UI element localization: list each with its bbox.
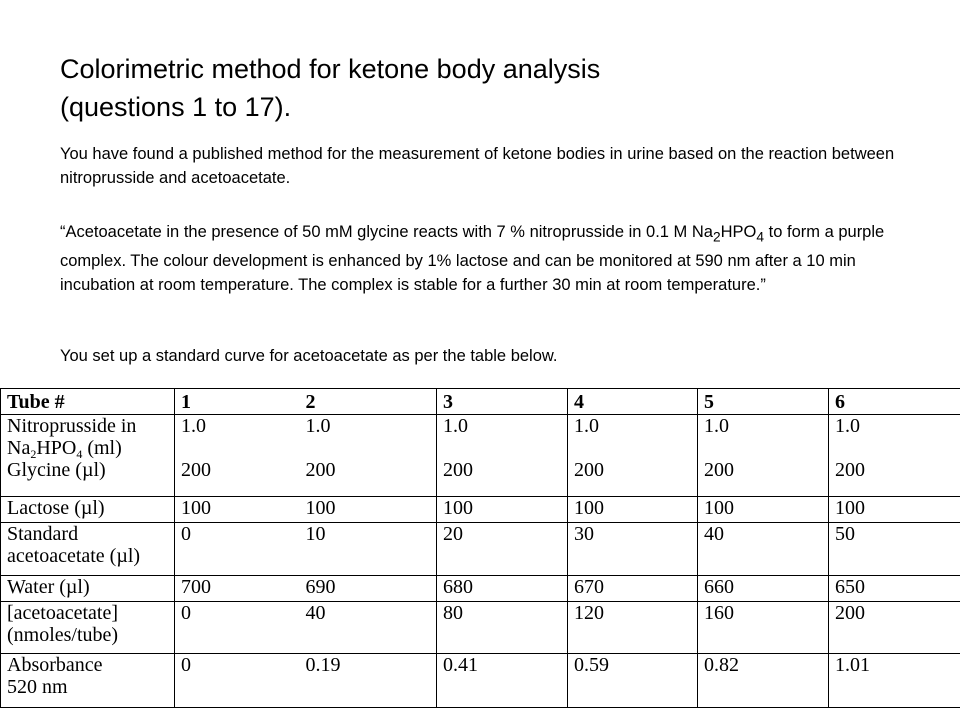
glycine-label: Glycine (µl) — [7, 459, 106, 482]
tube-number-5: 5 — [698, 389, 829, 415]
lactose-value-6: 100 — [829, 497, 960, 523]
tube-number-4: 4 — [568, 389, 698, 415]
absorbance-value-5: 0.82 — [698, 653, 829, 707]
standard-value-3: 20 — [437, 523, 568, 575]
standard-label-line2: acetoacetate (µl) — [7, 545, 141, 568]
header-label: Tube # — [1, 389, 175, 415]
concentration-value-4: 120 — [568, 601, 698, 653]
title-line-2: (questions 1 to 17). — [60, 92, 292, 122]
absorbance-value-2: 0.19 — [305, 653, 341, 676]
standard-value-5: 40 — [698, 523, 829, 575]
concentration-value-2: 40 — [305, 601, 326, 624]
quote-subscript-4: 4 — [756, 229, 765, 245]
absorbance-value-4: 0.59 — [568, 653, 698, 707]
water-value-1: 700 — [181, 575, 211, 598]
glycine-value-6: 200 — [835, 459, 865, 482]
table-row-concentration — [1, 601, 960, 653]
intro-paragraph: You have found a published method for the measurement of ketone bodies in urine based on the reaction between nitroprusside and acetoacetate. — [60, 145, 895, 187]
tube-number-3: 3 — [437, 389, 568, 415]
standard-value-4: 30 — [568, 523, 698, 575]
water-value-2: 690 — [305, 575, 336, 598]
absorbance-value-1: 0 — [181, 653, 191, 676]
tube-number-2: 2 — [305, 390, 316, 413]
quote-subscript-2: 2 — [712, 229, 721, 245]
standard-curve-table-container — [0, 388, 960, 708]
absorbance-label-line1: Absorbance — [7, 653, 103, 676]
standard-value-2: 10 — [305, 523, 326, 546]
quote-text-hpo: HPO — [720, 223, 757, 241]
glycine-value-3: 200 — [443, 459, 473, 482]
nitroprusside-value-4: 1.0 — [574, 415, 599, 438]
tube-number-6: 6 — [829, 389, 960, 415]
glycine-value-1: 200 — [181, 459, 211, 482]
concentration-label-line1: [acetoacetate] — [7, 601, 119, 624]
glycine-value-5: 200 — [704, 459, 734, 482]
table-row-water — [1, 575, 960, 601]
quote-text-start: “Acetoacetate in the presence of 50 mM glycine reacts with 7 % nitroprusside in 0.1 M Na — [60, 223, 713, 241]
water-label: Water (µl) — [1, 575, 175, 601]
absorbance-label-cell — [1, 653, 175, 707]
method-quote-paragraph — [60, 220, 920, 297]
concentration-label-line2: (nmoles/tube) — [7, 623, 119, 646]
table-row-absorbance — [1, 653, 960, 707]
standard-value-1: 0 — [181, 523, 191, 546]
lactose-value-3: 100 — [437, 497, 568, 523]
concentration-label-cell — [1, 601, 175, 653]
concentration-value-1: 0 — [181, 601, 191, 624]
reagents-label-cell — [1, 415, 175, 497]
concentration-value-6: 200 — [829, 601, 960, 653]
table-row-lactose — [1, 497, 960, 523]
nitroprusside-value-3: 1.0 — [443, 415, 468, 438]
nitroprusside-value-2: 1.0 — [305, 415, 331, 438]
nitroprusside-label: Nitroprusside in — [7, 415, 137, 438]
absorbance-value-3: 0.41 — [437, 653, 568, 707]
lactose-label: Lactose (µl) — [1, 497, 175, 523]
table-header-row — [1, 389, 960, 415]
lactose-value-4: 100 — [568, 497, 698, 523]
table-row-standard — [1, 523, 960, 575]
standard-curve-paragraph: You set up a standard curve for acetoacetate as per the table below. — [60, 347, 558, 365]
na2hpo4-label: $Na_2HPO_4$ (ml) — [7, 437, 122, 462]
table-row-reagents — [1, 415, 960, 497]
concentration-value-5: 160 — [698, 601, 829, 653]
lactose-value-2: 100 — [305, 497, 336, 520]
water-value-3: 680 — [437, 575, 568, 601]
quote-text-end: to form a purple complex. The colour development is enhanced by 1% lactose and can be monitored at 590 nm after a 10 min incubation at room temperature. The complex is stable for a further 30 min at room temperature.” — [60, 223, 885, 295]
nitroprusside-value-1: 1.0 — [181, 415, 206, 438]
absorbance-label-line2: 520 nm — [7, 675, 68, 698]
nitroprusside-value-5: 1.0 — [704, 415, 729, 438]
standard-value-6: 50 — [829, 523, 960, 575]
absorbance-value-6: 1.01 — [829, 653, 960, 707]
standard-curve-table — [0, 388, 960, 708]
tube-number-1: 1 — [181, 390, 191, 413]
glycine-value-2: 200 — [305, 459, 336, 482]
standard-label-cell — [1, 523, 175, 575]
standard-label-line1: Standard — [7, 523, 79, 546]
slide-title — [60, 50, 920, 126]
nitroprusside-value-6: 1.0 — [835, 415, 860, 438]
title-line-1: Colorimetric method for ketone body analysis — [60, 54, 601, 84]
lactose-value-1: 100 — [181, 497, 211, 520]
water-value-6: 650 — [829, 575, 960, 601]
lactose-value-5: 100 — [698, 497, 829, 523]
concentration-value-3: 80 — [437, 601, 568, 653]
glycine-value-4: 200 — [574, 459, 604, 482]
water-value-4: 670 — [568, 575, 698, 601]
water-value-5: 660 — [698, 575, 829, 601]
